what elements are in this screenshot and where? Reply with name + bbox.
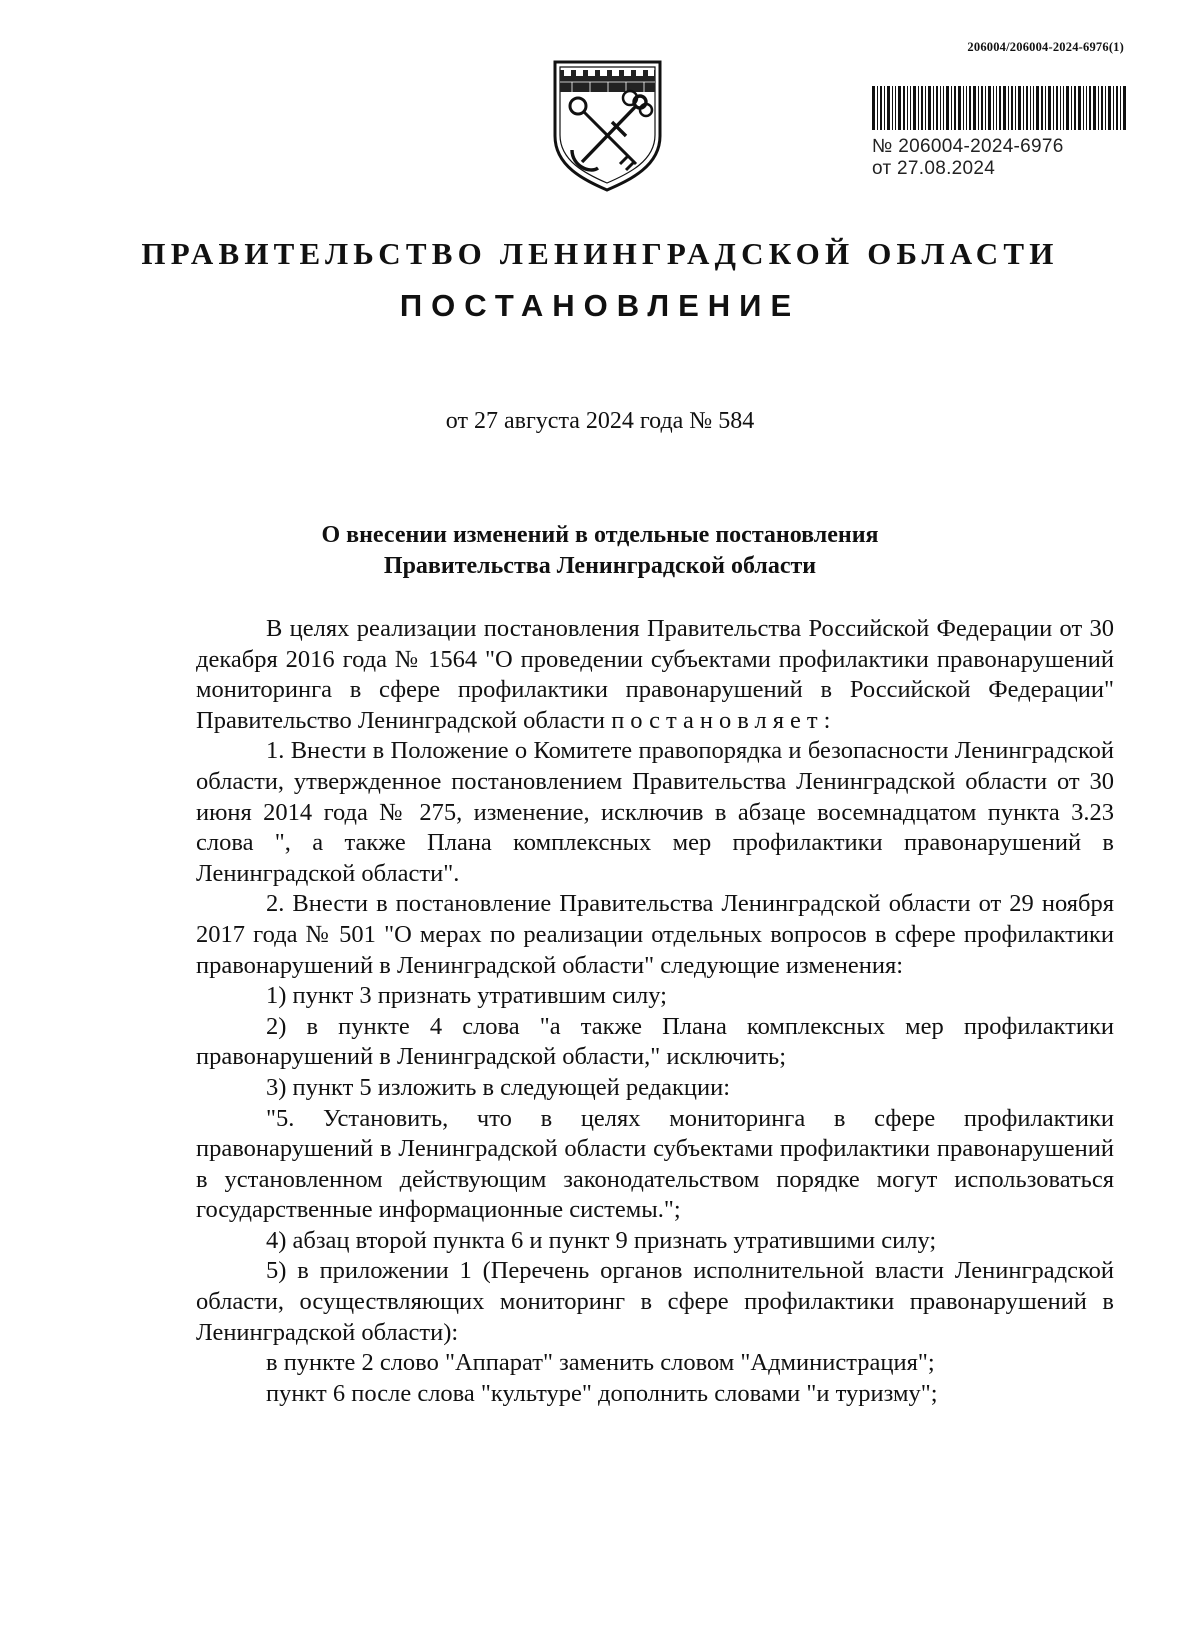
subitem-2: 2) в пункте 4 слова "а также Плана комплексных мер профилактики правонарушений в Ленинградской области," исключить; [196, 1012, 1114, 1071]
leningrad-oblast-coat-of-arms [550, 58, 665, 193]
decree-verb: постановляет: [611, 706, 837, 734]
barcode-icon [872, 86, 1128, 130]
government-title: ПРАВИТЕЛЬСТВО ЛЕНИНГРАДСКОЙ ОБЛАСТИ [141, 236, 1059, 271]
preamble-text: В целях реализации постановления Правительства Российской Федерации от 30 декабря 2016 года № 1564 "О проведении субъектами профилактики правонарушений мониторинга в сфере профилактики правонарушений в Российской Федерации" Правительство Ленинградской области [196, 615, 1114, 734]
decree-subject [0, 520, 1200, 582]
decree-body [196, 614, 1114, 1409]
subitem-5: 5) в приложении 1 (Перечень органов исполнительной власти Ленинградской области, осуществляющих мониторинг в сфере профилактики правонарушений в Ленинградской области): [196, 1257, 1114, 1346]
paragraph-item-2: 2. Внести в постановление Правительства Ленинградской области от 29 ноября 2017 года № 501 "О мерах по реализации отдельных вопросов в сфере профилактики правонарушений в Ленинградской области" следующие изменения: [196, 890, 1114, 979]
subitem-3: 3) пункт 5 изложить в следующей редакции: [266, 1073, 731, 1101]
registration-stamp [872, 86, 1136, 180]
subject-line-2: Правительства Ленинградской области [383, 553, 817, 579]
document-reference: 206004/206004-2024-6976(1) [967, 40, 1124, 54]
subitem-1: 1) пункт 3 признать утратившим силу; [266, 982, 667, 1010]
subitem-4: 4) абзац второй пункта 6 и пункт 9 признать утратившими силу; [266, 1226, 937, 1254]
decree-date-number: от 27 августа 2024 года № 584 [445, 408, 755, 434]
registration-date: от 27.08.2024 [872, 158, 996, 179]
subitem-5-clause-a: в пункте 2 слово "Аппарат" заменить словом "Администрация"; [266, 1349, 935, 1377]
subitem-5-clause-b: пункт 6 после слова "культуре" дополнить словами "и туризму"; [266, 1379, 938, 1407]
document-type-title: ПОСТАНОВЛЕНИЕ [399, 288, 801, 323]
registration-number: № 206004-2024-6976 [872, 136, 1064, 157]
subitem-3-quote: "5. Установить, что в целях мониторинга в сфере профилактики правонарушений в Ленинградской области субъектами профилактики правонарушений в установленном действующим законодательством порядке могут использоваться государственные информационные системы."; [196, 1104, 1114, 1224]
paragraph-item-1: 1. Внести в Положение о Комитете правопорядка и безопасности Ленинградской области, утвержденное постановлением Правительства Ленинградской области от 30 июня 2014 года № 275, изменение, исключив в абзаце восемнадцатом пункта 3.23 слова ", а также Плана комплексных мер профилактики правонарушений в Ленинградской области". [196, 737, 1114, 887]
subject-line-1: О внесении изменений в отдельные постановления [321, 522, 879, 548]
preamble-paragraph [196, 614, 1114, 736]
